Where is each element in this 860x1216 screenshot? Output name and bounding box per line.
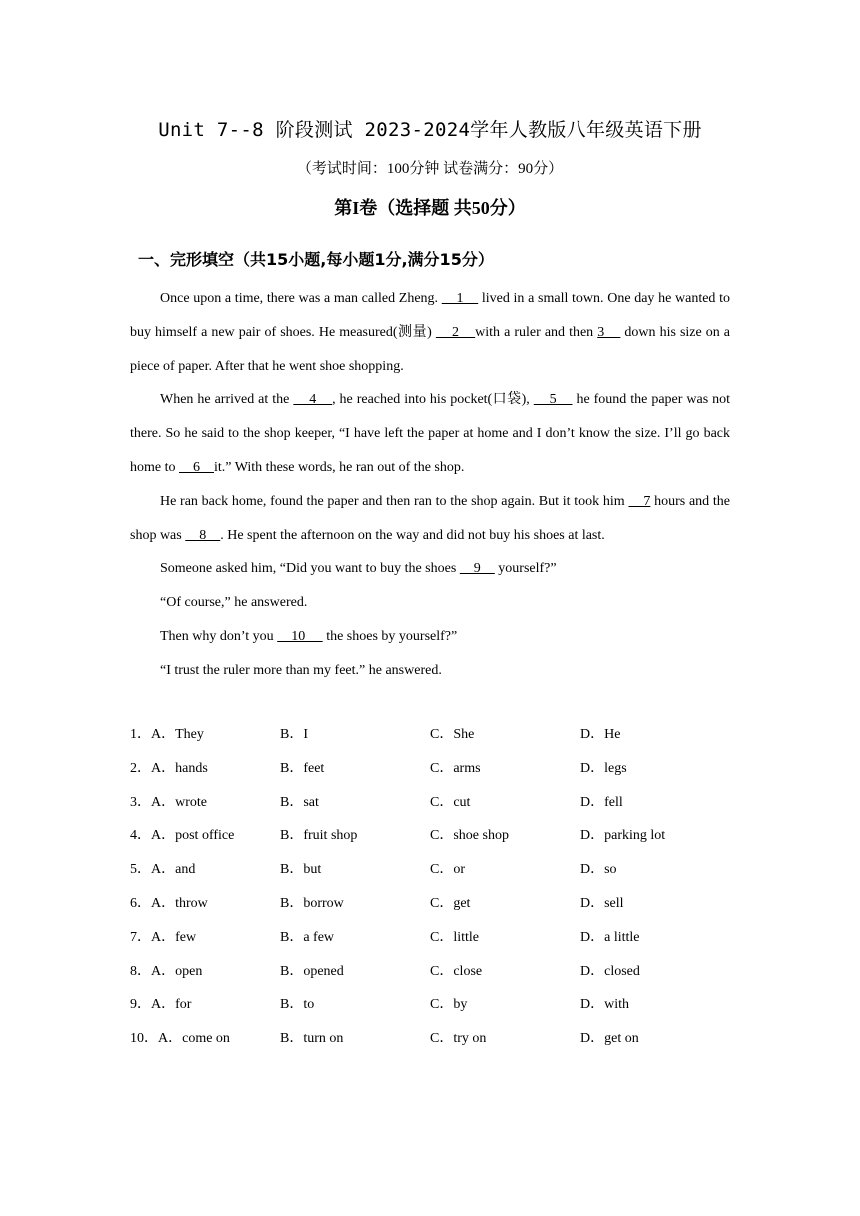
blank-6: 6 [179,459,214,475]
blank-2: 2 [435,324,476,340]
option-a: 10．A．come on [130,1031,230,1047]
option-b: B．turn on [280,1031,344,1047]
blank-8: 8 [185,527,221,543]
text: hours and the shop was [130,493,731,543]
blank-9: 9 [459,561,495,577]
option-d: D．fell [580,794,623,810]
text: lived in a small town. One day he wanted to buy himself a new pair of shoes. He measured(测量) [130,291,731,340]
option-a: 2．A．hands [130,760,208,776]
option-d: D．a little [580,929,640,945]
text: with a ruler and then [475,324,598,340]
option-a: 6．A．throw [130,895,208,911]
text: Then why don’t you [160,628,278,644]
option-a: 9．A．for [130,997,192,1013]
question-row [130,992,730,1026]
option-c: C．She [430,727,475,742]
question-row [130,823,730,857]
document-title: Unit 7--8 阶段测试 2023-2024学年人教版八年级英语下册 [158,119,702,141]
blank-10: 10 [277,628,323,644]
option-b: B．a few [280,929,335,945]
option-b: B．I [280,727,308,742]
exam-info: （考试时间：100分钟 试卷满分：90分） [296,161,564,177]
option-c: C．arms [430,760,481,776]
option-d: D．legs [580,760,627,776]
text: Someone asked him, “Did you want to buy the shoes [160,561,460,577]
paragraph-6 [130,620,730,654]
option-d: D．sell [580,895,624,911]
option-d: D．He [580,727,621,742]
question-row [130,891,730,925]
question-row [130,959,730,993]
option-d: D．get on [580,1031,639,1047]
option-c: C．close [430,963,483,979]
option-a: 1．A．They [130,727,204,742]
option-c: C．shoe shop [430,828,509,844]
part-title: 第I卷（选择题 共50分） [334,198,526,218]
question-row [130,756,730,790]
option-b: B．opened [280,963,344,979]
option-c: C．little [430,929,479,945]
option-a: 4．A．post office [130,828,235,844]
text: yourself?” [494,561,557,577]
blank-7: 7 [628,493,651,509]
blank-4: 4 [293,392,333,408]
option-b: B．to [280,997,315,1013]
text: it.” With these words, he ran out of the shop. [214,459,465,475]
option-b: B．sat [280,794,319,810]
paragraph-1 [130,282,730,383]
text: When he arrived at the [160,392,294,408]
question-row [130,1026,730,1060]
option-a: 3．A．wrote [130,794,207,810]
option-b: B．feet [280,760,325,776]
text: down his size on a piece of paper. After that he went shoe shopping. [130,324,731,374]
option-b: B．but [280,862,322,878]
paragraph-2 [130,383,730,484]
option-c: C．get [430,895,471,911]
blank-5: 5 [533,392,573,408]
text: he found the paper was not there. So he said to the shop keeper, “I have left the paper at home and I don’t know the size. I’ll go back home to [130,392,731,475]
option-a: 8．A．open [130,963,203,979]
option-d: D．so [580,862,617,878]
question-row [130,790,730,824]
option-d: D．parking lot [580,828,666,844]
text: He ran back home, found the paper and then ran to the shop again. But it took him [160,493,629,509]
option-c: C．by [430,997,468,1013]
question-row [130,857,730,891]
text: . He spent the afternoon on the way and did not buy his shoes at last. [220,527,605,543]
text: the shoes by yourself?” [322,628,458,644]
cloze-passage [130,282,730,688]
paragraph-3 [130,485,730,553]
option-d: D．with [580,997,629,1013]
paragraph-4 [130,552,730,586]
question-row [130,722,730,756]
paragraph-5: “Of course,” he answered. [160,595,308,611]
option-d: D．closed [580,963,640,979]
option-c: C．try on [430,1031,487,1047]
question-options [130,722,730,1060]
option-a: 7．A．few [130,929,197,945]
option-c: C．or [430,862,465,878]
paragraph-7: “I trust the ruler more than my feet.” he answered. [160,662,442,678]
option-b: B．fruit shop [280,828,358,844]
option-c: C．cut [430,794,471,810]
blank-3: 3 [597,324,621,340]
option-b: B．borrow [280,895,344,911]
section-title: 一、完形填空（共15小题,每小题1分,满分15分） [138,250,494,269]
question-row [130,925,730,959]
text: Once upon a time, there was a man called Zheng. [160,291,442,306]
text: , he reached into his pocket(口袋), [332,392,534,408]
option-a: 5．A．and [130,862,196,878]
blank-1: 1 [441,291,479,306]
